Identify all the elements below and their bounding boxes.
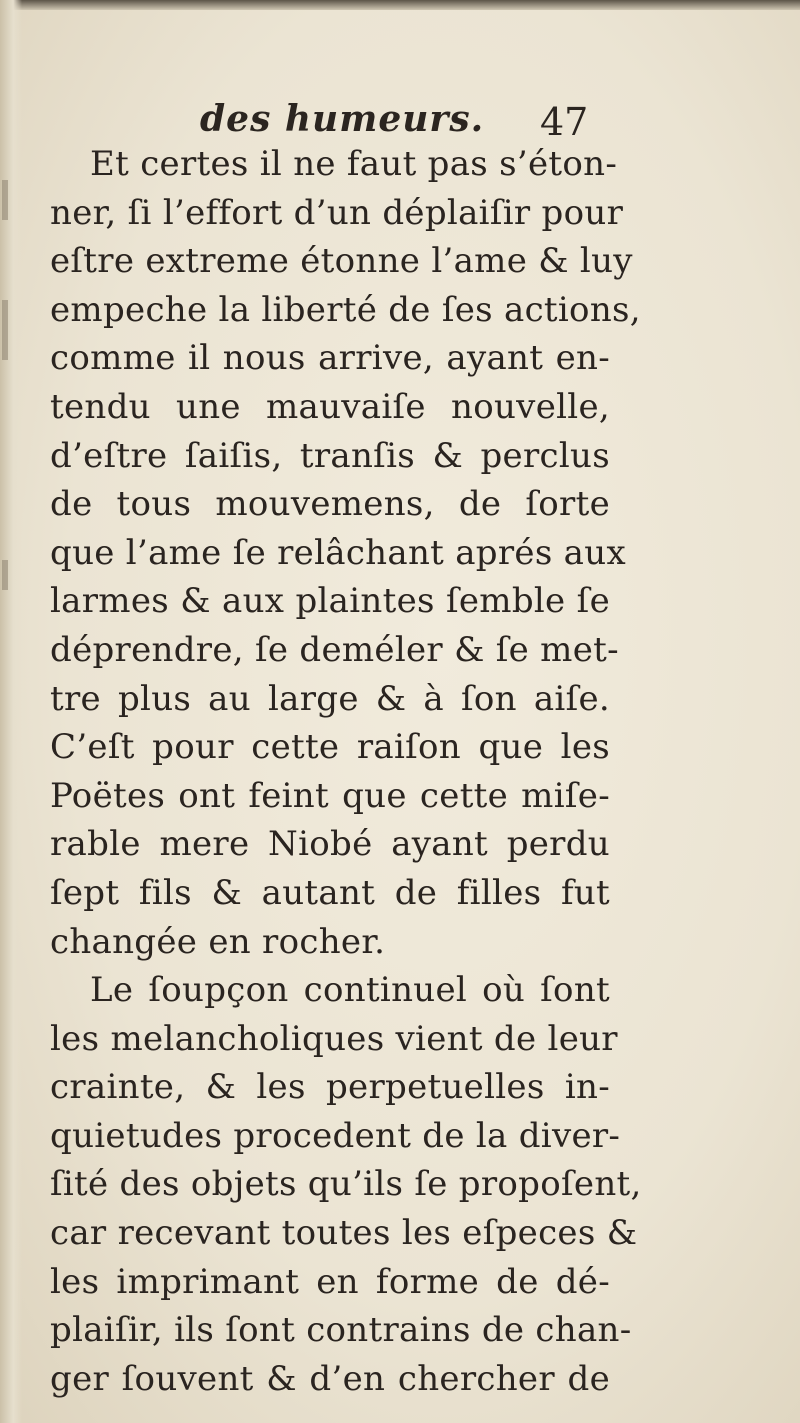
text-line: rable mere Niobé ayant perdu bbox=[50, 824, 610, 865]
text-line: ſité des objets qu’ils ſe propoſent, bbox=[50, 1164, 642, 1205]
text-line: empeche la liberté de ſes actions, bbox=[50, 289, 641, 330]
text-line: eſtre extreme étonne l’ame & luy bbox=[50, 241, 633, 282]
text-line: Et certes il ne faut pas s’éton- bbox=[90, 144, 618, 184]
text-line: Le ſoupçon continuel où ſont bbox=[90, 970, 610, 1011]
body-text bbox=[50, 140, 642, 1403]
text-line: crainte, & les perpetuelles in- bbox=[50, 1067, 610, 1108]
text-line: C’eſt pour cette raiſon que les bbox=[50, 727, 610, 768]
text-line: ſept fils & autant de filles fut bbox=[50, 872, 610, 913]
text-line: car recevant toutes les eſpeces & bbox=[50, 1213, 638, 1254]
binding-shadow bbox=[2, 560, 8, 590]
text-line: comme il nous arrive, ayant en- bbox=[50, 338, 610, 379]
text-line: larmes & aux plaintes ſemble ſe bbox=[50, 581, 610, 622]
text-line: tre plus au large & à ſon aiſe. bbox=[50, 678, 610, 719]
binding-shadow bbox=[2, 300, 8, 360]
text-line: Poëtes ont feint que cette miſe- bbox=[50, 775, 610, 816]
text-line: les imprimant en forme de dé- bbox=[50, 1261, 610, 1302]
text-line: que l’ame ſe relâchant aprés aux bbox=[50, 532, 626, 573]
text-line: tendu une mauvaiſe nouvelle, bbox=[50, 386, 610, 427]
page-number: 47 bbox=[540, 100, 589, 144]
text-line: d’eſtre ſaiſis, tranſis & perclus bbox=[50, 435, 610, 476]
page-binding-edge bbox=[0, 0, 22, 1423]
running-head: des humeurs. bbox=[200, 98, 485, 140]
text-line: les melancholiques vient de leur bbox=[50, 1018, 618, 1059]
text-line: ner, ſi l’effort d’un déplaiſir pour bbox=[50, 192, 624, 233]
text-line: de tous mouvemens, de ſorte bbox=[50, 484, 610, 525]
page-top-edge bbox=[0, 0, 800, 10]
text-line: ger ſouvent & d’en chercher de bbox=[50, 1358, 610, 1399]
text-line: déprendre, ſe deméler & ſe met- bbox=[50, 629, 619, 670]
text-line: plaiſir, ils ſont contrains de chan- bbox=[50, 1310, 632, 1351]
binding-shadow bbox=[2, 180, 8, 220]
text-line: quietudes procedent de la diver- bbox=[50, 1115, 621, 1156]
text-line: changée en rocher. bbox=[50, 921, 386, 962]
